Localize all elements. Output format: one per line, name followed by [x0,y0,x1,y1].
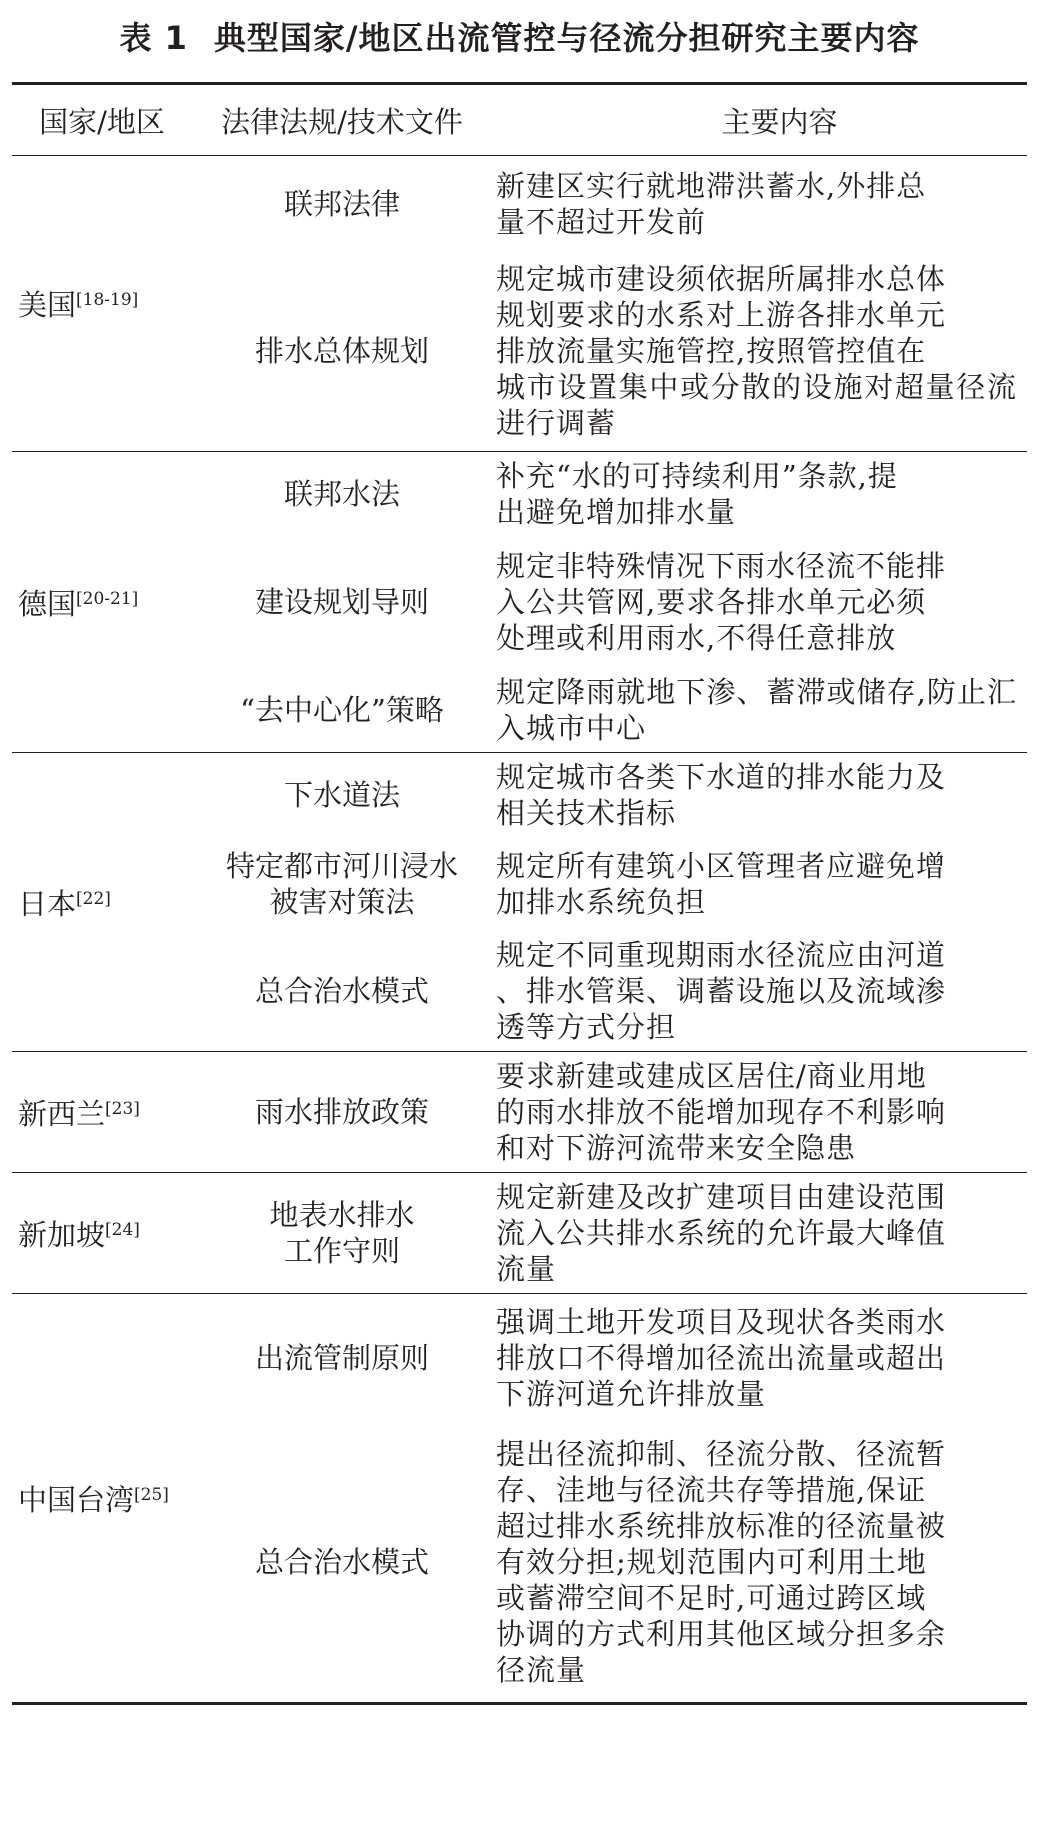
law-cell: 地表水排水 工作守则 [192,1173,492,1294]
table-title: 典型国家/地区出流管控与径流分担研究主要内容 [213,19,920,57]
header-country: 国家/地区 [12,84,192,156]
country-cell [12,156,192,452]
law-cell: “去中心化”策略 [240,693,444,727]
header-law: 法律法规/技术文件 [192,84,492,156]
content-cell: 规定新建及改扩建项目由建设范围 流入公共排水系统的允许最大峰值 流量 [492,1173,1027,1294]
law-cell: 下水道法 [192,753,492,838]
law-cell: 建设规划导则 [254,585,429,619]
country-name: 新加坡 [18,1217,106,1252]
law-cell: 总合治水模式 [254,974,429,1008]
country-name: 美国 [18,288,77,322]
country-name: 新西兰 [18,1096,106,1131]
law-cell: 特定都市河川浸水 被害对策法 [225,849,458,919]
country-cell [12,753,192,1052]
table-body [12,156,1027,1704]
content-cell: 规定降雨就地下渗、蓄滞或储存,防止汇入城市中心 [496,675,1017,745]
content-cell: 新建区实行就地滞洪蓄水,外排总 量不超过开发前 [496,168,927,239]
country-cell [12,1173,192,1294]
country-cell [12,1294,192,1704]
content-cell: 规定城市各类下水道的排水能力及 相关技术指标 [492,753,1027,838]
table-row [12,1052,1027,1173]
country-name: 中国台湾 [18,1482,135,1517]
law-cell: 联邦水法 [192,452,492,537]
law-cell: 出流管制原则 [192,1294,492,1422]
law-cell: 联邦法律 [283,186,400,221]
table-row [12,1294,1027,1422]
content-cell: 提出径流抑制、径流分散、径流暂 存、洼地与径流共存等措施,保证 超过排水系统排放标准的径流量被 有效分担;规划范围内可利用土地 或蓄滞空间不足时,可通过跨区域 协调的方式利用其他区域分担多余 径流量 [496,1436,947,1687]
law-cell: 雨水排放政策 [192,1052,492,1173]
reference-marker: [22] [76,888,111,909]
reference-marker: [18-19] [76,290,139,310]
country-cell [12,1052,192,1173]
country-name: 日本 [18,886,77,921]
law-cell: 排水总体规划 [254,334,429,369]
table-row [12,1173,1027,1294]
content-cell: 规定非特殊情况下雨水径流不能排 入公共管网,要求各排水单元必须 处理或利用雨水,不得任意排放 [496,549,947,655]
content-cell: 强调土地开发项目及现状各类雨水 排放口不得增加径流出流量或超出 下游河道允许排放量 [492,1294,1027,1422]
reference-marker: [23] [105,1098,140,1119]
header-row [12,84,1027,156]
content-cell: 补充“水的可持续利用”条款,提 出避免增加排水量 [492,452,1027,537]
content-cell: 规定所有建筑小区管理者应避免增 加排水系统负担 [496,849,947,919]
country-cell [12,452,192,753]
table-caption [0,18,1039,58]
content-cell: 规定不同重现期雨水径流应由河道 、排水管渠、调蓄设施以及流域渗 透等方式分担 [496,938,947,1044]
reference-marker: [25] [134,1484,169,1505]
country-name: 德国 [18,586,77,621]
reference-marker: [20-21] [76,588,139,609]
table-row [12,452,1027,537]
table-row [12,753,1027,838]
content-cell: 规定城市建设须依据所属排水总体 规划要求的水系对上游各排水单元 排放流量实施管控,按照管控值在 城市设置集中或分散的设施对超量径流进行调蓄 [496,262,1017,441]
reference-marker: [24] [105,1219,140,1240]
law-cell: 总合治水模式 [254,1544,429,1579]
table-number: 表 1 [119,19,188,57]
header-content: 主要内容 [492,84,1027,156]
table-row [12,156,1027,252]
content-cell: 要求新建或建成区居住/商业用地 的雨水排放不能增加现存不利影响 和对下游河流带来安全隐患 [492,1052,1027,1173]
research-table [12,82,1027,1705]
